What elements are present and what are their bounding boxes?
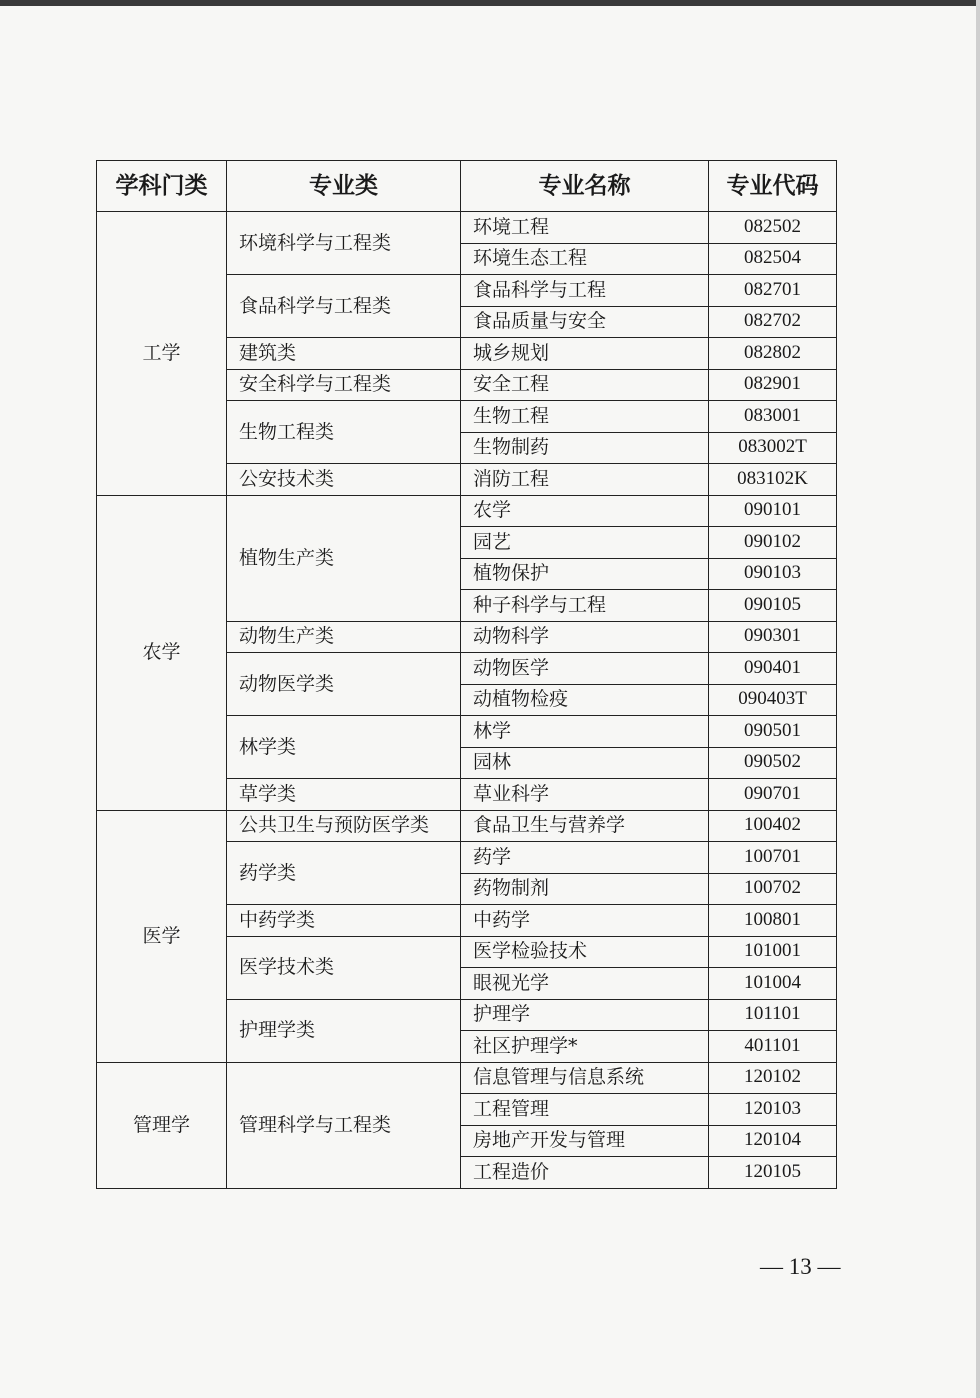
major-name-cell: 信息管理与信息系统	[461, 1062, 709, 1094]
major-name-cell: 食品质量与安全	[461, 306, 709, 338]
class-cell: 生物工程类	[227, 401, 461, 464]
major-code-cell: 401101	[709, 1031, 837, 1063]
major-code-cell: 083002T	[709, 432, 837, 464]
major-name-cell: 草业科学	[461, 779, 709, 811]
major-code-cell: 120104	[709, 1125, 837, 1157]
major-name-cell: 环境生态工程	[461, 243, 709, 275]
major-code-cell: 082901	[709, 369, 837, 401]
major-code-cell: 090105	[709, 590, 837, 622]
class-cell: 建筑类	[227, 338, 461, 370]
major-code-cell: 120103	[709, 1094, 837, 1126]
class-cell: 林学类	[227, 716, 461, 779]
header-class: 专业类	[227, 161, 461, 212]
major-code-cell: 100402	[709, 810, 837, 842]
class-cell: 安全科学与工程类	[227, 369, 461, 401]
major-code-cell: 090502	[709, 747, 837, 779]
major-code-cell: 090501	[709, 716, 837, 748]
major-code-cell: 082701	[709, 275, 837, 307]
major-code-cell: 082502	[709, 212, 837, 244]
major-code-cell: 101001	[709, 936, 837, 968]
scan-right-edge	[976, 0, 980, 1398]
major-code-cell: 120105	[709, 1157, 837, 1189]
class-cell: 公安技术类	[227, 464, 461, 496]
header-major-code: 专业代码	[709, 161, 837, 212]
scan-top-edge	[0, 0, 980, 6]
major-code-cell: 090102	[709, 527, 837, 559]
class-cell: 动物生产类	[227, 621, 461, 653]
class-cell: 中药学类	[227, 905, 461, 937]
major-name-cell: 工程造价	[461, 1157, 709, 1189]
major-code-cell: 090103	[709, 558, 837, 590]
class-cell: 动物医学类	[227, 653, 461, 716]
class-cell: 环境科学与工程类	[227, 212, 461, 275]
header-discipline: 学科门类	[97, 161, 227, 212]
major-code-cell: 082504	[709, 243, 837, 275]
major-code-cell: 083102K	[709, 464, 837, 496]
major-code-cell: 082702	[709, 306, 837, 338]
major-name-cell: 安全工程	[461, 369, 709, 401]
major-code-cell: 090401	[709, 653, 837, 685]
major-name-cell: 环境工程	[461, 212, 709, 244]
table-row	[97, 1062, 837, 1094]
major-name-cell: 动植物检疫	[461, 684, 709, 716]
major-code-cell: 090101	[709, 495, 837, 527]
major-code-cell: 090701	[709, 779, 837, 811]
discipline-cell: 工学	[97, 212, 227, 496]
major-name-cell: 动物医学	[461, 653, 709, 685]
major-name-cell: 房地产开发与管理	[461, 1125, 709, 1157]
class-cell: 医学技术类	[227, 936, 461, 999]
major-name-cell: 农学	[461, 495, 709, 527]
major-name-cell: 生物制药	[461, 432, 709, 464]
class-cell: 植物生产类	[227, 495, 461, 621]
major-name-cell: 社区护理学*	[461, 1031, 709, 1063]
major-code-cell: 100701	[709, 842, 837, 874]
discipline-cell: 农学	[97, 495, 227, 810]
major-code-cell: 101101	[709, 999, 837, 1031]
class-cell: 护理学类	[227, 999, 461, 1062]
class-cell: 药学类	[227, 842, 461, 905]
major-name-cell: 食品科学与工程	[461, 275, 709, 307]
major-name-cell: 工程管理	[461, 1094, 709, 1126]
majors-table	[96, 160, 837, 1189]
discipline-cell: 医学	[97, 810, 227, 1062]
table-row	[97, 212, 837, 244]
major-name-cell: 园林	[461, 747, 709, 779]
major-code-cell: 083001	[709, 401, 837, 433]
major-name-cell: 中药学	[461, 905, 709, 937]
major-name-cell: 城乡规划	[461, 338, 709, 370]
major-code-cell: 100702	[709, 873, 837, 905]
major-name-cell: 园艺	[461, 527, 709, 559]
major-name-cell: 动物科学	[461, 621, 709, 653]
major-code-cell: 120102	[709, 1062, 837, 1094]
class-cell: 食品科学与工程类	[227, 275, 461, 338]
discipline-cell: 管理学	[97, 1062, 227, 1188]
class-cell: 草学类	[227, 779, 461, 811]
table-row	[97, 495, 837, 527]
table-header-row	[97, 161, 837, 212]
class-cell: 公共卫生与预防医学类	[227, 810, 461, 842]
major-name-cell: 林学	[461, 716, 709, 748]
major-name-cell: 生物工程	[461, 401, 709, 433]
table-row	[97, 810, 837, 842]
major-name-cell: 医学检验技术	[461, 936, 709, 968]
major-name-cell: 药物制剂	[461, 873, 709, 905]
major-name-cell: 植物保护	[461, 558, 709, 590]
major-name-cell: 种子科学与工程	[461, 590, 709, 622]
class-cell: 管理科学与工程类	[227, 1062, 461, 1188]
major-name-cell: 眼视光学	[461, 968, 709, 1000]
page-number: — 13 —	[760, 1254, 841, 1279]
major-name-cell: 护理学	[461, 999, 709, 1031]
major-code-cell: 082802	[709, 338, 837, 370]
major-code-cell: 100801	[709, 905, 837, 937]
major-code-cell: 101004	[709, 968, 837, 1000]
major-name-cell: 食品卫生与营养学	[461, 810, 709, 842]
table-body	[97, 212, 837, 1189]
major-name-cell: 消防工程	[461, 464, 709, 496]
major-name-cell: 药学	[461, 842, 709, 874]
header-major-name: 专业名称	[461, 161, 709, 212]
major-code-cell: 090403T	[709, 684, 837, 716]
major-code-cell: 090301	[709, 621, 837, 653]
